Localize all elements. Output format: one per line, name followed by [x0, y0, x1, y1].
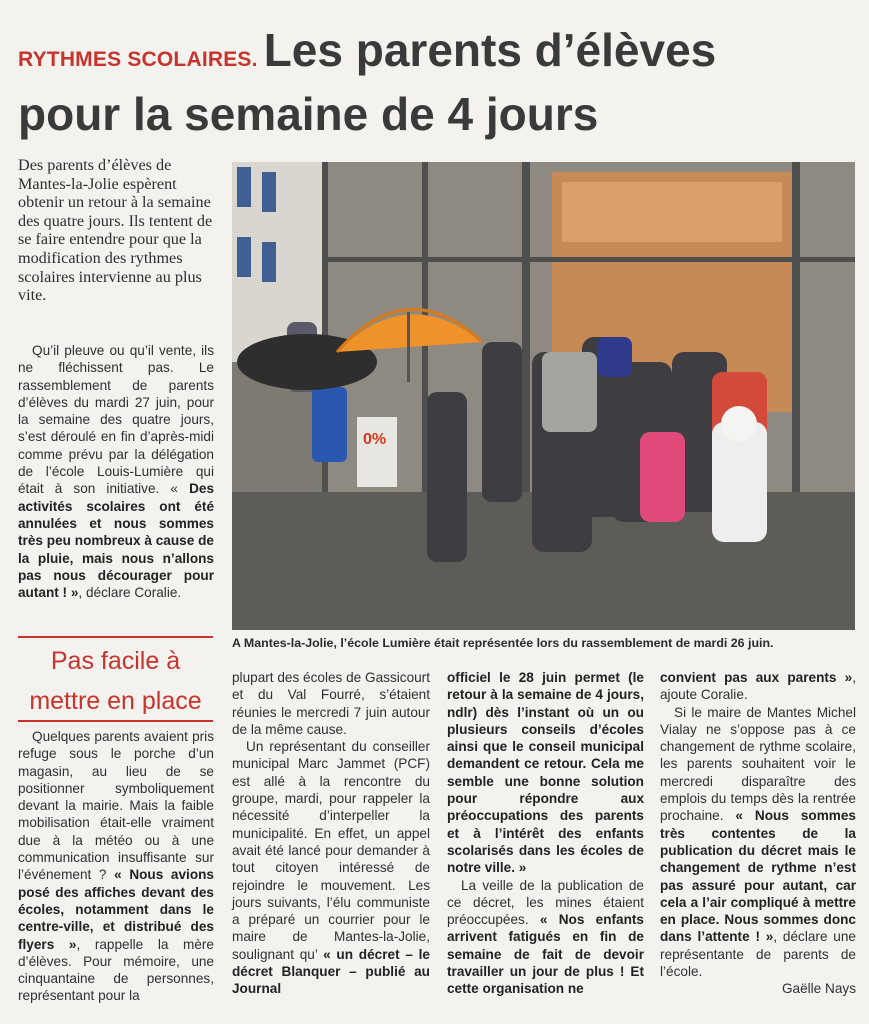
column-2: plupart des écoles de Gassicourt et du Val Fourré, s’étaient réunies le mercredi 7 juin autour de la même cause. Un représentant du conseiller municipal Marc Jammet (PCF) est allé à la rencontre du groupe, mardi, pour rappeler la nécessité d’interpeller la municipalité. En effet, un appel avait été lancé pour demander à tout citoyen intéressé de rejoindre le mouvement. Les jours suivants, l’élu communiste a préparé un courrier pour le maire de Mantes-la-Jolie, soulignant qu’ « un décret – le décret Blanquer – publié au Journal	[232, 670, 430, 997]
title-line-2: pour la semaine de 4 jours	[18, 88, 599, 140]
article-photo	[232, 162, 855, 630]
subheading-line-1: Pas facile à	[50, 647, 181, 675]
author-signature: Gaëlle Nays	[781, 981, 856, 997]
title-line-1: Les parents d’élèves	[263, 24, 717, 76]
subheading	[18, 636, 213, 722]
column-4: convient pas aux parents », ajoute Coralie. Si le maire de Mantes Michel Vialay ne s’oppose pas à ce changement de rythme scolaire, les parents souhaitent voir le mercredi disparaître des emplois du temps dès la rentrée prochaine. « Nous sommes très contentes de la publication du décret mais le changement de rythme n’est pas assuré pour autant, car cela a l’air compliqué à mettre en place. Nous sommes donc dans l’attente ! », déclare une représentante de parents de l’école. Gaëlle Nays	[660, 670, 856, 997]
kicker: RYTHMES SCOLAIRES.	[18, 48, 258, 71]
photo-caption: A Mantes-la-Jolie, l’école Lumière était représentée lors du rassemblement de mardi 26 juin.	[232, 636, 774, 650]
headline	[18, 22, 863, 142]
column-1: Quelques parents avaient pris refuge sous le porche d’un magasin, au lieu de se positionner symboliquement devant la mairie. Mais la faible mobilisation était-elle vraiment due à la météo ou à une communication insuffisante sur l’événement ? « Nous avions posé des affiches devant des écoles, notamment dans le centre-ville, et distribué des flyers », rappelle la mère d’élèves. Pour mémoire, une cinquantaine de personnes, représentant pour la	[18, 729, 214, 1004]
chapo: Des parents d’élèves de Mantes-la-Jolie espèrent obtenir un retour à la semaine des quatre jours. Ils tentent de se faire entendre pour que la modification des rythmes scolaires intervienne au plus vite.	[18, 156, 213, 305]
subheading-line-2: mettre en place	[29, 687, 202, 715]
intro-paragraph: Qu’il pleuve ou qu’il vente, ils ne fléchissent pas. Le rassemblement de parents d’élèves du mardi 27 juin, pour la semaine des quatre jours, s’est déroulé en fin d’après-midi comme prévu par la délégation de l’école Louis-Lumière qui était à son initiative. « Des activités scolaires ont été annulées et nous sommes très peu nombreux à cause de la pluie, mais nous n’allons pas nous décourager pour autant ! », déclare Coralie.	[18, 343, 214, 601]
photo-sign-text: 0%	[363, 431, 387, 448]
photo-illustration	[232, 162, 855, 630]
column-3: officiel le 28 juin permet (le retour à la semaine de 4 jours, ndlr) dès l’instant où un ou plusieurs conseils d’écoles ainsi que le conseil municipal demandent ce retour. Cela me semble une bonne solution pour répondre aux préoccupations des parents et à l’intérêt des enfants scolarisés dans les écoles de notre ville. » La veille de la publication de ce décret, les mines étaient préoccupées. « Nos enfants arrivent fatigués en fin de semaine de fait de devoir travailler un jour de plus ! Et cette organisation ne	[447, 670, 644, 997]
